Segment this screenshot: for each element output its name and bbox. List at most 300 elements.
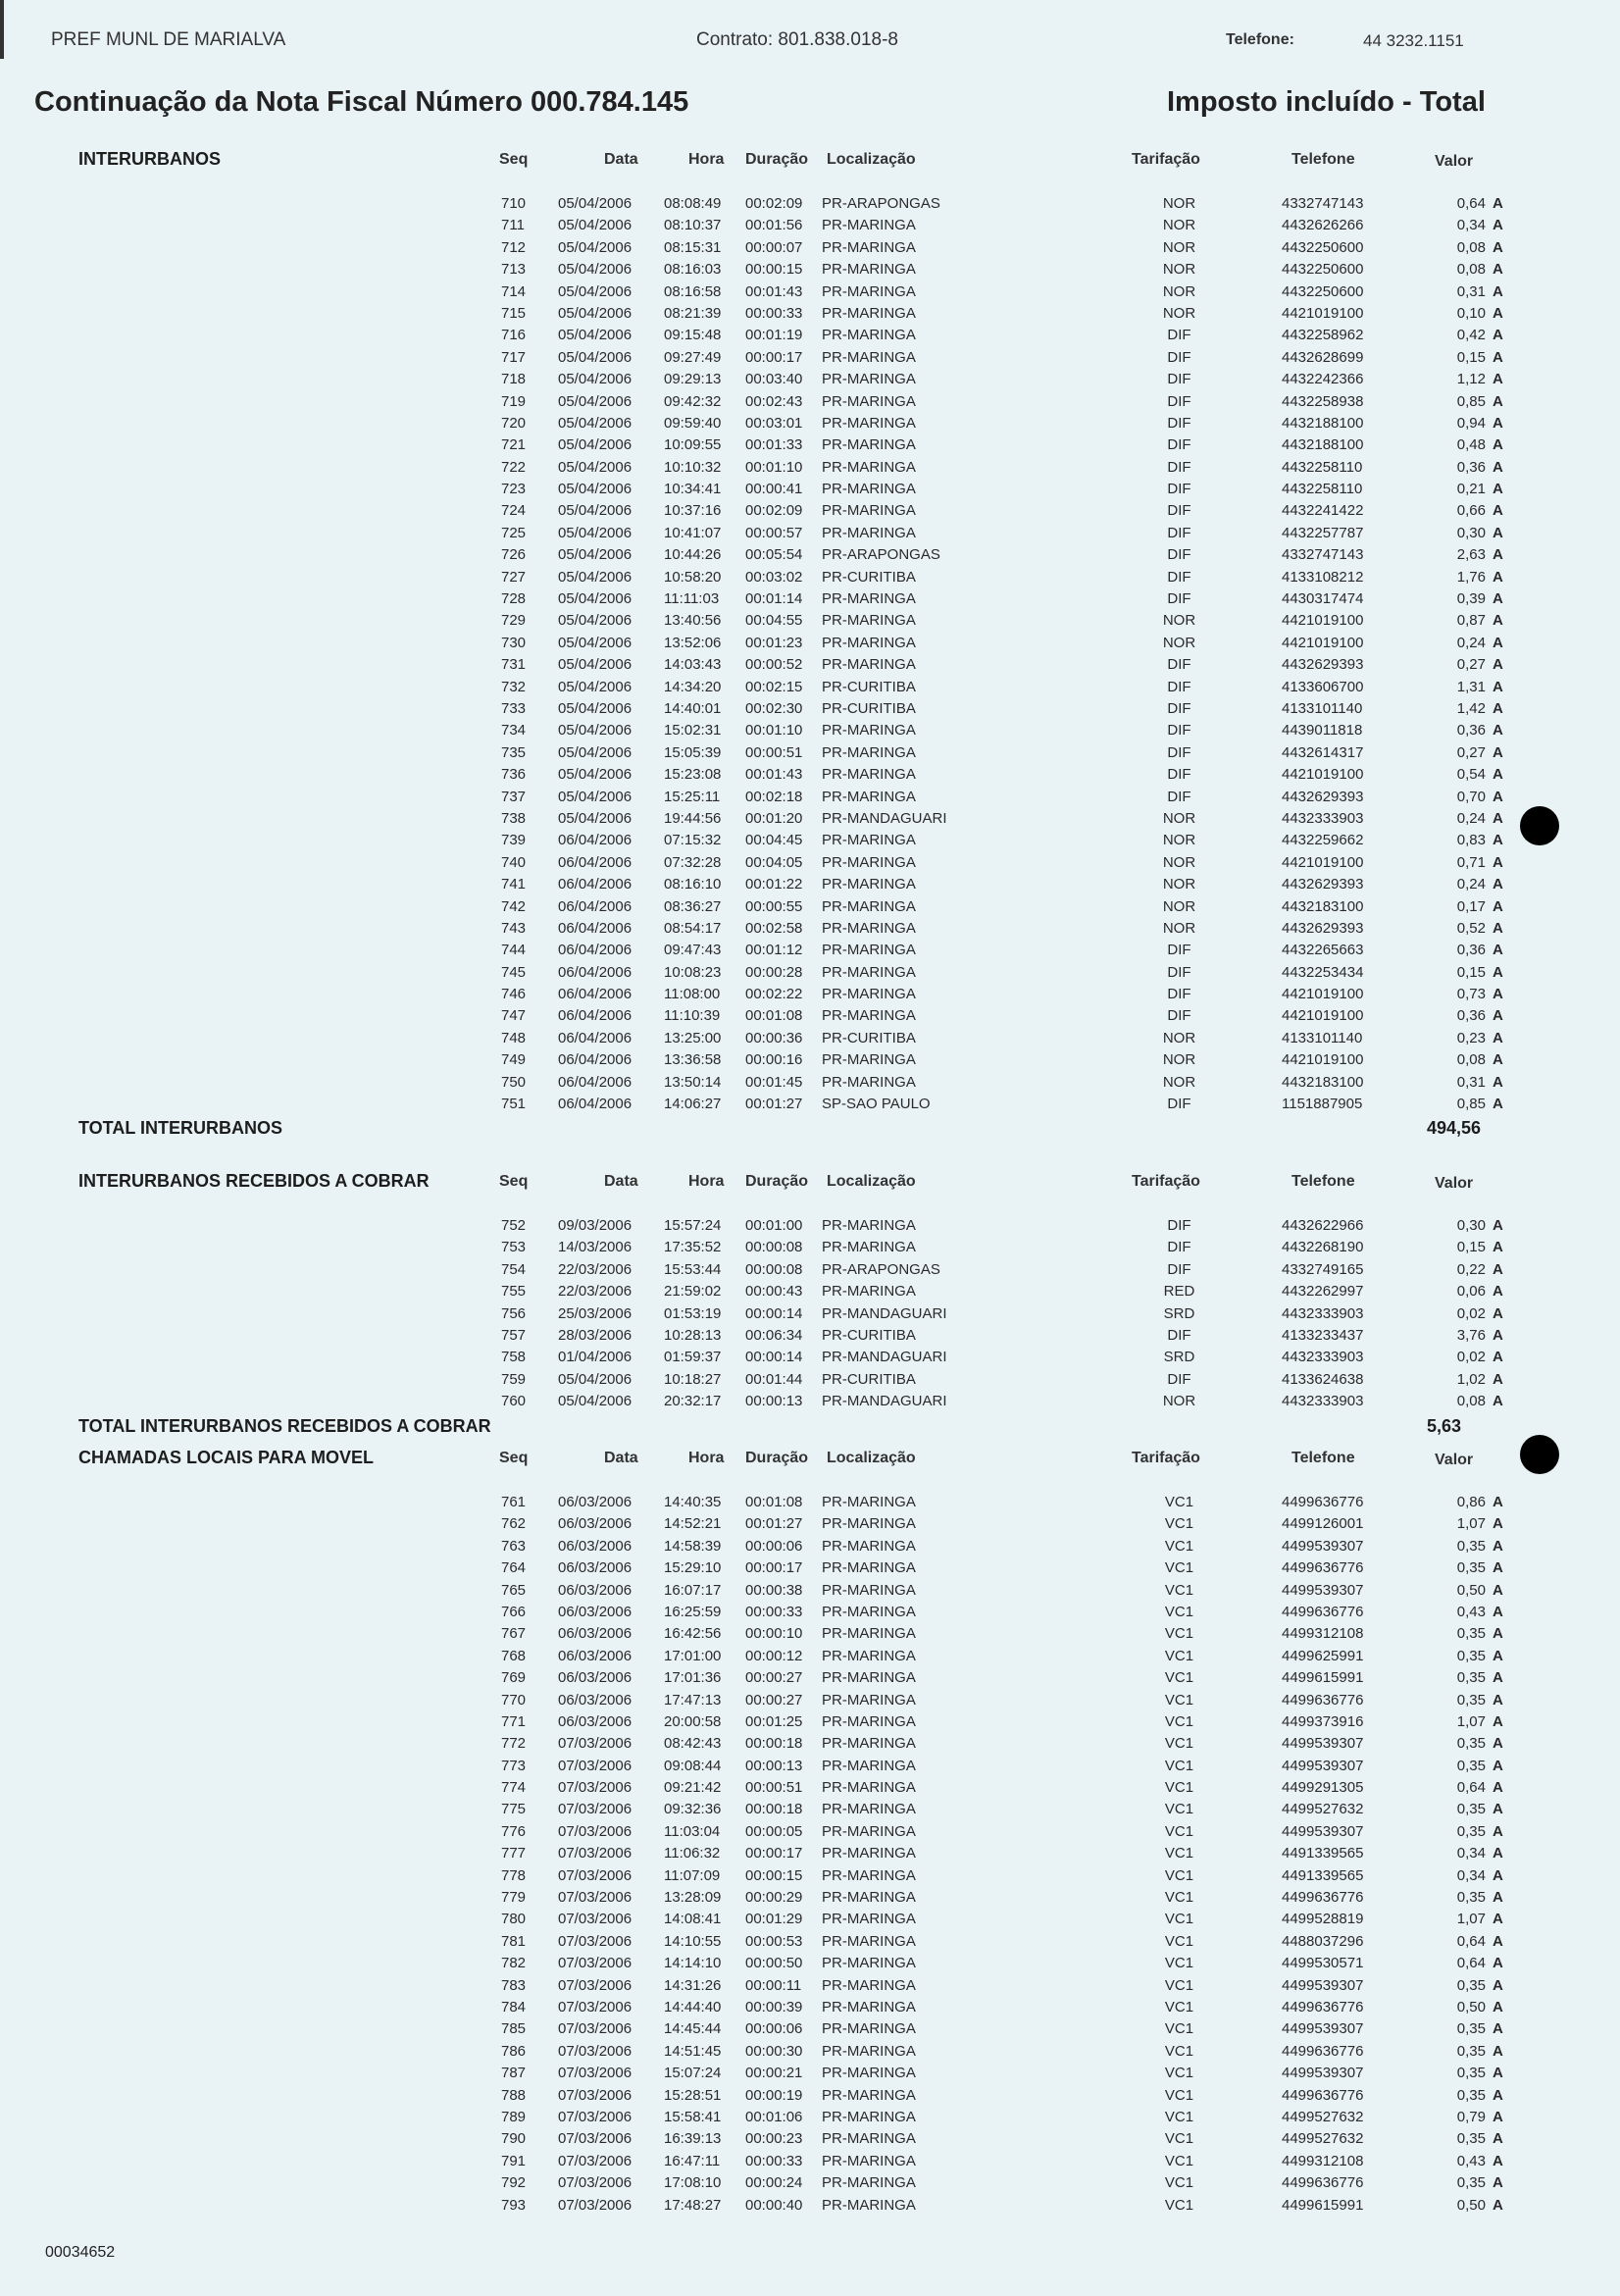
cell-flag: A [1493,217,1503,234]
cell-seq: 788 [501,2086,527,2104]
cell-localizacao: PR-MARINGA [822,371,916,388]
cell-hora: 13:36:58 [664,1051,722,1069]
cell-flag: A [1493,1691,1503,1709]
cell-telefone: 4133101140 [1282,699,1363,717]
cell-valor: 0,31 [1456,282,1486,300]
table-row [0,1280,1620,1301]
cell-valor: 0,15 [1456,1239,1486,1256]
cell-localizacao: PR-MARINGA [822,743,916,761]
cell-data: 07/03/2006 [558,1735,633,1753]
cell-tarifacao: DIF [1167,436,1191,454]
cell-valor: 0,85 [1456,392,1486,410]
cell-seq: 730 [501,634,527,651]
cell-valor: 0,86 [1456,1494,1486,1510]
cell-telefone: 4421019100 [1282,612,1364,630]
table-row [0,917,1620,939]
col-header-hora: Hora [688,1173,725,1190]
cell-hora: 08:16:10 [664,876,722,893]
cell-hora: 17:01:00 [664,1647,722,1664]
cell-hora: 11:08:00 [664,986,721,1003]
cell-hora: 14:10:55 [664,1932,722,1950]
table-row [0,587,1620,609]
cell-duracao: 00:01:23 [745,634,803,651]
col-header-data: Data [604,1173,638,1190]
cell-localizacao: PR-MARINGA [822,590,916,608]
table-row [0,1886,1620,1908]
cell-seq: 777 [501,1845,527,1862]
cell-tarifacao: DIF [1167,371,1191,388]
cell-telefone: 4499625991 [1282,1647,1364,1664]
cell-localizacao: PR-MARINGA [822,238,916,256]
cell-flag: A [1493,678,1503,695]
cell-tarifacao: DIF [1167,590,1191,608]
cell-localizacao: PR-MARINGA [822,458,916,476]
cell-tarifacao: VC1 [1164,1845,1194,1862]
punch-hole [1520,1435,1559,1474]
cell-duracao: 00:00:12 [745,1647,803,1664]
cell-telefone: 4432188100 [1282,414,1364,432]
cell-flag: A [1493,1801,1503,1818]
cell-tarifacao: DIF [1167,568,1191,586]
cell-hora: 15:07:24 [664,2065,722,2082]
table-row [0,1491,1620,1512]
table-row [0,1368,1620,1390]
cell-flag: A [1493,1304,1503,1322]
cell-data: 05/04/2006 [558,546,633,564]
cell-hora: 08:21:39 [664,304,722,322]
cell-data: 07/03/2006 [558,1801,633,1818]
cell-seq: 773 [501,1757,527,1774]
table-row [0,1579,1620,1601]
cell-localizacao: PR-MARINGA [822,282,916,300]
cell-duracao: 00:04:55 [745,612,803,630]
table-row [0,676,1620,697]
cell-hora: 13:25:00 [664,1029,722,1046]
cell-flag: A [1493,436,1503,454]
table-row [0,1776,1620,1798]
cell-valor: 3,76 [1456,1326,1486,1344]
cell-duracao: 00:00:15 [745,261,803,279]
cell-hora: 09:21:42 [664,1779,722,1797]
cell-flag: A [1493,1955,1503,1972]
cell-telefone: 4499636776 [1282,1603,1364,1620]
cell-localizacao: PR-MARINGA [822,919,916,937]
cell-telefone: 4432333903 [1282,809,1364,827]
cell-duracao: 00:00:06 [745,2020,803,2038]
cell-hora: 14:45:44 [664,2020,722,2038]
cell-duracao: 00:00:27 [745,1669,803,1687]
cell-data: 06/03/2006 [558,1691,633,1709]
cell-hora: 11:10:39 [664,1007,721,1025]
cell-localizacao: PR-MARINGA [822,217,916,234]
cell-valor: 0,71 [1456,853,1486,871]
table-row [0,499,1620,521]
col-header-tarifacao: Tarifação [1132,1173,1200,1190]
cell-duracao: 00:00:38 [745,1581,803,1599]
cell-tarifacao: NOR [1162,238,1196,256]
cell-flag: A [1493,1669,1503,1687]
cell-valor: 1,12 [1456,371,1486,388]
cell-telefone: 4432242366 [1282,371,1364,388]
cell-flag: A [1493,348,1503,366]
cell-seq: 765 [501,1581,527,1599]
cell-hora: 14:14:10 [664,1955,722,1972]
cell-localizacao: PR-MARINGA [822,766,916,784]
cell-telefone: 4432262997 [1282,1283,1364,1301]
cell-localizacao: PR-MARINGA [822,1757,916,1774]
cell-telefone: 4133108212 [1282,568,1364,586]
cell-tarifacao: DIF [1167,1096,1191,1113]
cell-valor: 1,07 [1456,1911,1486,1928]
table-row [0,1732,1620,1754]
col-header-valor: Valor [1435,1175,1474,1192]
cell-localizacao: PR-MARINGA [822,1515,916,1533]
cell-data: 05/04/2006 [558,656,633,674]
cell-data: 06/04/2006 [558,986,633,1003]
cell-hora: 14:52:21 [664,1515,722,1533]
cell-valor: 0,66 [1456,502,1486,520]
cell-seq: 728 [501,590,527,608]
cell-telefone: 4133233437 [1282,1326,1364,1344]
cell-localizacao: PR-MARINGA [822,2174,916,2192]
cell-hora: 07:15:32 [664,832,722,849]
cell-data: 22/03/2006 [558,1283,633,1301]
cell-tarifacao: VC1 [1164,1998,1194,2015]
cell-seq: 770 [501,1691,527,1709]
table-row [0,214,1620,235]
cell-hora: 17:47:13 [664,1691,722,1709]
cell-flag: A [1493,1326,1503,1344]
col-header-duracao: Duração [745,1173,809,1190]
cell-seq: 749 [501,1051,527,1069]
cell-seq: 759 [501,1370,527,1388]
cell-seq: 746 [501,986,527,1003]
cell-seq: 745 [501,963,527,981]
table-row [0,456,1620,478]
cell-flag: A [1493,1029,1503,1046]
section-header [0,1171,1620,1214]
cell-valor: 1,07 [1456,1712,1486,1730]
cell-seq: 710 [501,195,527,212]
cell-hora: 10:58:20 [664,568,722,586]
cell-seq: 782 [501,1955,527,1972]
cell-seq: 747 [501,1007,527,1025]
cell-telefone: 1151887905 [1282,1096,1363,1113]
cell-seq: 787 [501,2065,527,2082]
cell-localizacao: PR-MARINGA [822,2086,916,2104]
cell-telefone: 4432250600 [1282,282,1364,300]
table-row [0,653,1620,675]
cell-duracao: 00:03:02 [745,568,803,586]
col-header-data: Data [604,151,638,168]
table-row [0,2194,1620,2216]
cell-seq: 725 [501,524,527,541]
cell-valor: 0,94 [1456,414,1486,432]
cell-seq: 772 [501,1735,527,1753]
cell-data: 25/03/2006 [558,1304,633,1322]
cell-tarifacao: DIF [1167,1326,1191,1344]
cell-hora: 16:07:17 [664,1581,722,1599]
cell-flag: A [1493,1866,1503,1884]
cell-telefone: 4499539307 [1282,2065,1364,2082]
cell-tarifacao: VC1 [1164,1669,1194,1687]
cell-duracao: 00:04:05 [745,853,803,871]
cell-seq: 719 [501,392,527,410]
cell-duracao: 00:01:29 [745,1911,803,1928]
cell-tarifacao: VC1 [1164,2152,1194,2169]
document-code: 00034652 [45,2244,116,2261]
cell-seq: 793 [501,2196,527,2214]
cell-localizacao: PR-MARINGA [822,722,916,740]
cell-seq: 736 [501,766,527,784]
cell-flag: A [1493,1559,1503,1577]
cell-data: 07/03/2006 [558,1955,633,1972]
cell-telefone: 4332747143 [1282,546,1364,564]
cell-telefone: 4421019100 [1282,304,1364,322]
cell-hora: 08:16:03 [664,261,722,279]
cell-data: 07/03/2006 [558,2108,633,2125]
cell-duracao: 00:00:57 [745,524,803,541]
cell-data: 07/03/2006 [558,1976,633,1994]
phone-label: Telefone: [1226,31,1294,48]
cell-valor: 0,08 [1456,1051,1486,1069]
cell-data: 07/03/2006 [558,1822,633,1840]
table-row [0,719,1620,740]
tax-title: Imposto incluído - Total [1167,86,1486,118]
cell-duracao: 00:00:33 [745,2152,803,2169]
cell-data: 06/03/2006 [558,1647,633,1664]
cell-tarifacao: VC1 [1164,1537,1194,1555]
cell-seq: 776 [501,1822,527,1840]
cell-localizacao: PR-MARINGA [822,612,916,630]
cell-hora: 10:18:27 [664,1370,722,1388]
cell-flag: A [1493,238,1503,256]
cell-valor: 0,64 [1456,1955,1486,1972]
cell-valor: 0,50 [1456,2196,1486,2214]
cell-tarifacao: DIF [1167,1239,1191,1256]
cell-flag: A [1493,1260,1503,1278]
cell-flag: A [1493,261,1503,279]
cell-flag: A [1493,743,1503,761]
cell-seq: 764 [501,1559,527,1577]
cell-valor: 0,02 [1456,1304,1486,1322]
cell-seq: 769 [501,1669,527,1687]
cell-flag: A [1493,963,1503,981]
cell-valor: 0,31 [1456,1073,1486,1091]
cell-tarifacao: NOR [1162,304,1196,322]
cell-telefone: 4421019100 [1282,634,1364,651]
cell-telefone: 4432629393 [1282,656,1364,674]
cell-valor: 0,35 [1456,1647,1486,1664]
cell-seq: 792 [501,2174,527,2192]
cell-hora: 15:25:11 [664,788,721,805]
cell-duracao: 00:02:18 [745,788,803,805]
cell-seq: 762 [501,1515,527,1533]
cell-seq: 720 [501,414,527,432]
table-row [0,1996,1620,2017]
table-row [0,1236,1620,1257]
cell-duracao: 00:01:27 [745,1515,803,1533]
cell-localizacao: PR-MARINGA [822,1911,916,1928]
table-row [0,873,1620,894]
cell-localizacao: PR-CURITIBA [822,1370,916,1388]
cell-tarifacao: VC1 [1164,2065,1194,2082]
cell-hora: 10:44:26 [664,546,722,564]
cell-valor: 0,35 [1456,2020,1486,2038]
cell-flag: A [1493,1007,1503,1025]
cell-valor: 0,17 [1456,897,1486,915]
table-row [0,1710,1620,1732]
cell-tarifacao: NOR [1162,261,1196,279]
cell-localizacao: PR-MARINGA [822,986,916,1003]
cell-duracao: 00:02:15 [745,678,803,695]
cell-flag: A [1493,327,1503,344]
cell-localizacao: PR-MARINGA [822,2152,916,2169]
cell-tarifacao: DIF [1167,743,1191,761]
table-row [0,302,1620,324]
table-row [0,1004,1620,1026]
cell-flag: A [1493,2042,1503,2060]
cell-duracao: 00:00:33 [745,304,803,322]
cell-flag: A [1493,942,1503,959]
cell-seq: 774 [501,1779,527,1797]
cell-data: 07/03/2006 [558,1757,633,1774]
cell-localizacao: PR-MARINGA [822,392,916,410]
table-row [0,1798,1620,1819]
page-header [0,29,1620,59]
cell-flag: A [1493,502,1503,520]
section-title: INTERURBANOS RECEBIDOS A COBRAR [78,1171,430,1191]
cell-flag: A [1493,481,1503,498]
cell-localizacao: PR-MARINGA [822,656,916,674]
cell-telefone: 4432258962 [1282,327,1364,344]
cell-tarifacao: VC1 [1164,1932,1194,1950]
cell-hora: 10:37:16 [664,502,722,520]
cell-flag: A [1493,809,1503,827]
cell-data: 05/04/2006 [558,261,633,279]
cell-localizacao: PR-ARAPONGAS [822,546,940,564]
cell-data: 05/04/2006 [558,436,633,454]
cell-telefone: 4499312108 [1282,1625,1364,1643]
cell-data: 06/04/2006 [558,1029,633,1046]
cell-valor: 0,52 [1456,919,1486,937]
cell-telefone: 4133606700 [1282,678,1364,695]
cell-localizacao: PR-MARINGA [822,1581,916,1599]
cell-duracao: 00:00:41 [745,481,803,498]
cell-tarifacao: DIF [1167,348,1191,366]
cell-seq: 715 [501,304,527,322]
table-row [0,258,1620,280]
cell-telefone: 4432333903 [1282,1304,1364,1322]
cell-valor: 0,64 [1456,1932,1486,1950]
cell-telefone: 4499636776 [1282,1889,1364,1907]
cell-valor: 1,07 [1456,1515,1486,1533]
cell-telefone: 4499373916 [1282,1712,1364,1730]
total-value: 494,56 [1427,1118,1482,1139]
cell-localizacao: PR-CURITIBA [822,1326,916,1344]
cell-data: 07/03/2006 [558,1932,633,1950]
cell-telefone: 4499636776 [1282,1691,1364,1709]
cell-data: 06/04/2006 [558,1073,633,1091]
cell-hora: 09:27:49 [664,348,722,366]
col-header-telefone: Telefone [1291,1450,1355,1466]
cell-data: 28/03/2006 [558,1326,633,1344]
cell-flag: A [1493,590,1503,608]
col-header-seq: Seq [499,1450,529,1466]
cell-tarifacao: DIF [1167,546,1191,564]
section-title: CHAMADAS LOCAIS PARA MOVEL [78,1448,374,1467]
cell-tarifacao: DIF [1167,722,1191,740]
table-row [0,1601,1620,1622]
cell-duracao: 00:00:28 [745,963,803,981]
cell-data: 06/04/2006 [558,1051,633,1069]
cell-localizacao: PR-ARAPONGAS [822,1260,940,1278]
cell-seq: 743 [501,919,527,937]
cell-seq: 761 [501,1494,527,1510]
cell-flag: A [1493,1779,1503,1797]
table-row [0,609,1620,631]
cell-telefone: 4332747143 [1282,195,1364,212]
cell-hora: 17:01:36 [664,1669,722,1687]
table-row [0,2017,1620,2039]
table-row [0,368,1620,389]
table-row [0,961,1620,983]
cell-localizacao: PR-MANDAGUARI [822,1304,947,1322]
cell-seq: 775 [501,1801,527,1818]
cell-data: 06/03/2006 [558,1669,633,1687]
cell-telefone: 4432259662 [1282,832,1364,849]
cell-hora: 17:08:10 [664,2174,722,2192]
cell-flag: A [1493,788,1503,805]
cell-valor: 0,27 [1456,743,1486,761]
cell-hora: 11:03:04 [664,1822,721,1840]
col-header-data: Data [604,1450,638,1466]
cell-telefone: 4432268190 [1282,1239,1364,1256]
cell-flag: A [1493,1712,1503,1730]
table-row [0,1645,1620,1666]
table-row [0,192,1620,214]
cell-hora: 17:48:27 [664,2196,722,2214]
cell-telefone: 4430317474 [1282,590,1364,608]
cell-flag: A [1493,1976,1503,1994]
table-row [0,2127,1620,2149]
cell-telefone: 4432333903 [1282,1393,1364,1410]
cell-localizacao: PR-MARINGA [822,1283,916,1301]
cell-valor: 0,50 [1456,1581,1486,1599]
cell-tarifacao: NOR [1162,897,1196,915]
cell-flag: A [1493,1537,1503,1555]
cell-duracao: 00:01:43 [745,282,803,300]
section-total [0,1114,1620,1148]
cell-flag: A [1493,2152,1503,2169]
cell-hora: 14:31:26 [664,1976,722,1994]
cell-data: 05/04/2006 [558,678,633,695]
cell-duracao: 00:01:08 [745,1494,803,1510]
cell-flag: A [1493,1822,1503,1840]
cell-localizacao: PR-MARINGA [822,1559,916,1577]
cell-duracao: 00:00:19 [745,2086,803,2104]
cell-data: 06/04/2006 [558,919,633,937]
cell-hora: 14:40:35 [664,1494,722,1510]
cell-seq: 742 [501,897,527,915]
cell-seq: 790 [501,2130,527,2148]
table-row [0,324,1620,345]
cell-telefone: 4432628699 [1282,348,1364,366]
table-row [0,1930,1620,1952]
cell-hora: 15:23:08 [664,766,722,784]
cell-tarifacao: SRD [1163,1349,1195,1366]
table-row [0,1512,1620,1534]
